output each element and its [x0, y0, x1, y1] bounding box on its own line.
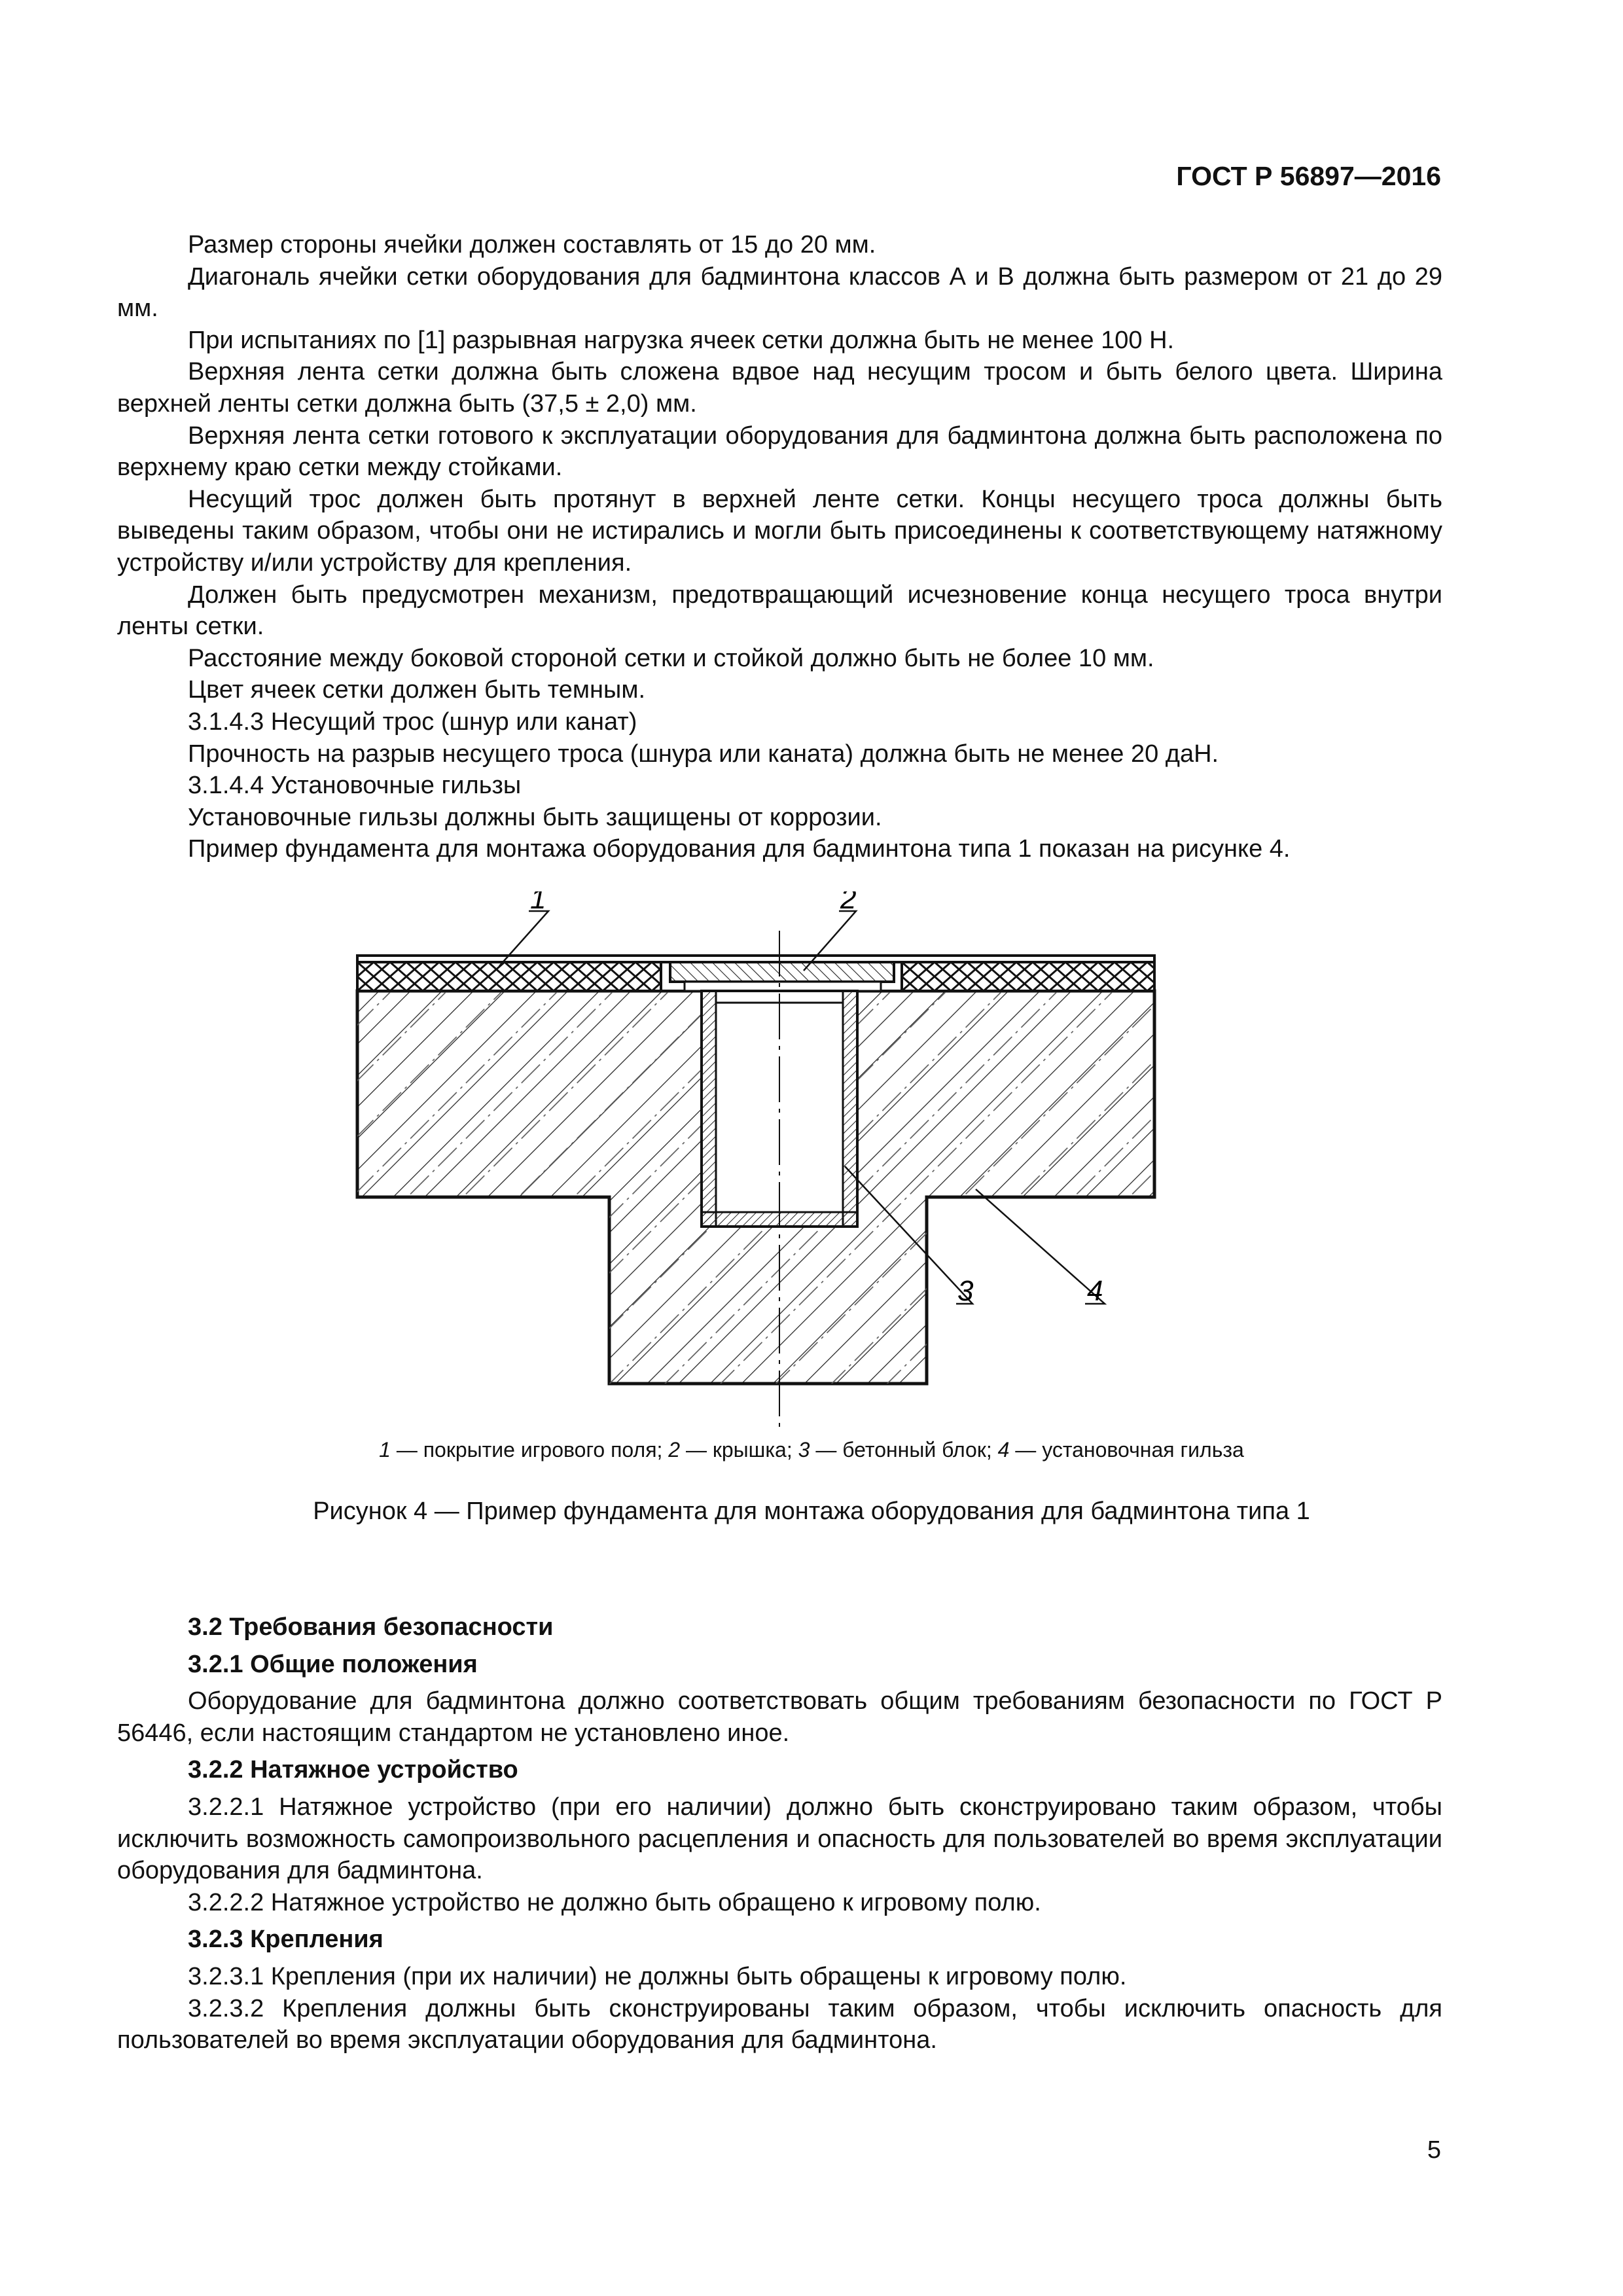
paragraph: Верхняя лента сетки должна быть сложена вдвое над несущим тросом и быть белого цвета. Ширина верхней ленты сетки должна быть (37,5 ± 2,0) мм. [117, 358, 1442, 418]
legend-text: — покрытие игрового поля; [390, 1438, 669, 1462]
paragraph: Верхняя лента сетки готового к эксплуатации оборудования для бадминтона должна быть расположена по верхнему краю сетки между стойками. [117, 422, 1442, 482]
legend-text: — бетонный блок; [810, 1438, 998, 1462]
paragraph: Прочность на разрыв несущего троса (шнура или каната) должна быть не менее 20 даН. [188, 740, 1219, 768]
paragraph: 3.2.2.2 Натяжное устройство не должно быть обращено к игровому полю. [188, 1888, 1041, 1916]
callout-4: 4 [1087, 1275, 1103, 1307]
figure-caption: Рисунок 4 — Пример фундамента для монтажа оборудования для бадминтона типа 1 [313, 1498, 1310, 1525]
figure-legend [0, 1438, 1623, 1462]
paragraph: Оборудование для бадминтона должно соответствовать общим требованиям безопасности по ГОСТ Р 56446, если настоящим стандартом не установлено иное. [117, 1687, 1442, 1747]
foundation-drawing [352, 891, 1204, 1435]
subsection-heading: 3.2.1 Общие положения [188, 1650, 478, 1678]
paragraph: Пример фундамента для монтажа оборудования для бадминтона типа 1 показан на рисунке 4. [188, 835, 1291, 863]
legend-num: 3 [798, 1438, 810, 1462]
legend-num: 1 [379, 1438, 391, 1462]
legend-num: 4 [997, 1438, 1010, 1462]
legend-num: 2 [668, 1438, 681, 1462]
subsection-heading: 3.2.2 Натяжное устройство [188, 1756, 518, 1784]
paragraph: Диагональ ячейки сетки оборудования для бадминтона классов А и В должна быть размером от 21 до 29 мм. [117, 262, 1442, 323]
paragraph: Расстояние между боковой стороной сетки и стойкой должно быть не более 10 мм. [188, 644, 1154, 672]
paragraph: Размер стороны ячейки должен составлять от 15 до 20 мм. [188, 231, 876, 259]
cap [670, 962, 894, 982]
paragraph: 3.2.3.1 Крепления (при их наличии) не должны быть обращены к игровому полю. [188, 1962, 1127, 1990]
page-number: 5 [1427, 2136, 1441, 2164]
legend-text: — крышка; [680, 1438, 798, 1462]
callout-1: 1 [530, 891, 546, 915]
body-text [117, 229, 1442, 865]
paragraph: Несущий трос должен быть протянут в верхней ленте сетки. Концы несущего троса должны быть выведены таким образом, чтобы они не истирались и могли быть присоединены к соответствующему натяжному устройству и/или устройству для крепления. [117, 485, 1442, 577]
callout-2: 2 [840, 891, 857, 915]
subsection-heading: 3.2.3 Крепления [188, 1926, 383, 1954]
callout-3: 3 [957, 1275, 974, 1307]
mounting-sleeve [702, 991, 716, 1227]
paragraph: 3.2.3.2 Крепления должны быть сконструированы таким образом, чтобы исключить опасность для пользователей во время эксплуатации оборудования для бадминтона. [117, 1994, 1442, 2054]
clause-heading: 3.1.4.3 Несущий трос (шнур или канат) [188, 708, 637, 736]
foundation-figure [352, 891, 1204, 1435]
section-heading: 3.2 Требования безопасности [188, 1613, 554, 1641]
document-id: ГОСТ Р 56897—2016 [1176, 161, 1441, 191]
paragraph: 3.2.2.1 Натяжное устройство (при его наличии) должно быть сконструировано таким образом, чтобы исключить возможность самопроизвольного расцепления и опасность для пользователей во время эксплуатации оборудования для бадминтона. [117, 1793, 1442, 1885]
paragraph: Цвет ячеек сетки должен быть темным. [188, 676, 646, 704]
legend-text: — установочная гильза [1009, 1438, 1244, 1462]
paragraph: Должен быть предусмотрен механизм, предотвращающий исчезновение конца несущего троса внутри ленты сетки. [117, 581, 1442, 641]
paragraph: Установочные гильзы должны быть защищены от коррозии. [188, 803, 882, 831]
clause-heading: 3.1.4.4 Установочные гильзы [188, 772, 522, 800]
leader-4 [976, 1189, 1105, 1304]
paragraph: При испытаниях по [1] разрывная нагрузка ячеек сетки должна быть не менее 100 Н. [188, 326, 1175, 354]
safety-section [117, 1611, 1442, 2056]
